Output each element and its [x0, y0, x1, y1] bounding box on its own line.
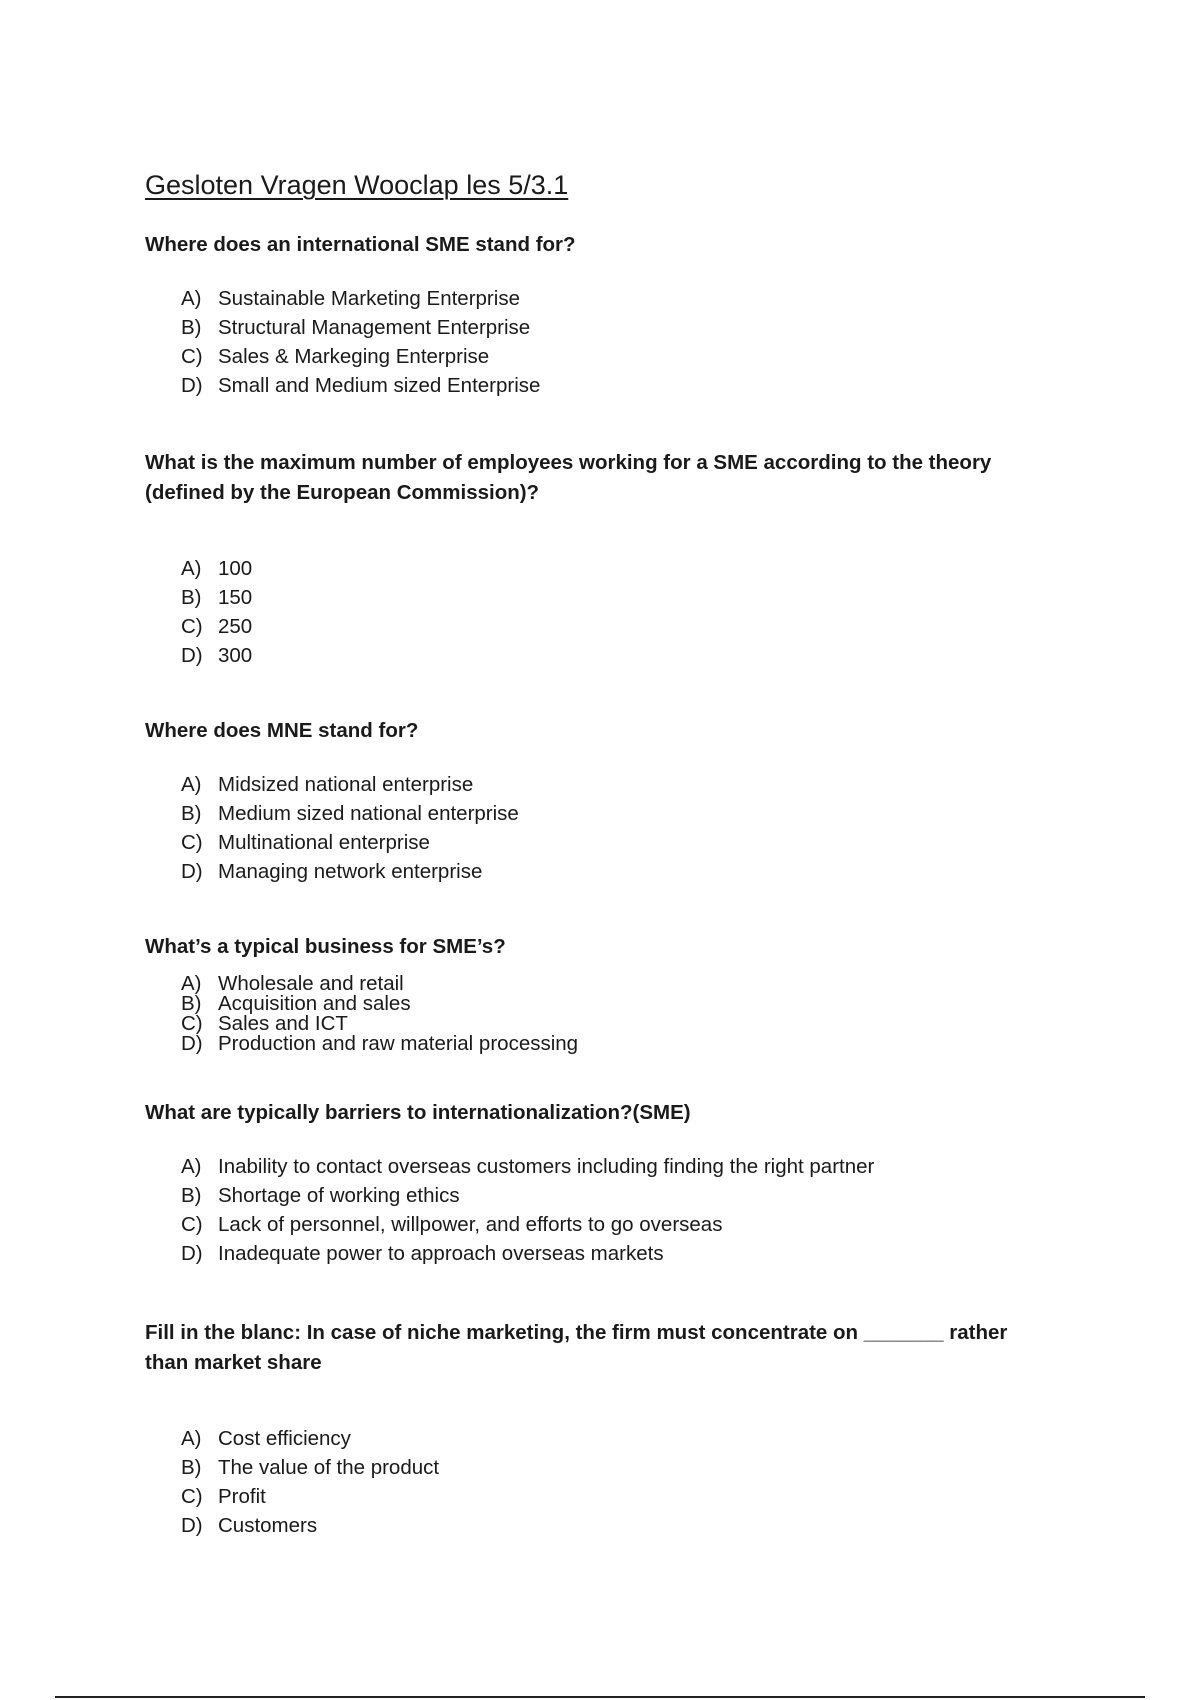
answer-option-a — [181, 284, 1045, 313]
page-title: Gesloten Vragen Wooclap les 5/3.1 — [145, 170, 569, 200]
option-letter: C) — [181, 345, 203, 368]
option-letter: A) — [181, 557, 202, 580]
option-text: Midsized national enterprise — [218, 773, 474, 796]
answer-options — [145, 554, 1045, 670]
answer-option-b — [181, 1181, 1045, 1210]
option-text: Shortage of working ethics — [218, 1184, 460, 1207]
option-text: The value of the product — [218, 1456, 440, 1479]
option-text: Managing network enterprise — [218, 860, 483, 883]
option-letter: B) — [181, 802, 202, 825]
question-text: What are typically barriers to internationalization?(SME) — [145, 1101, 691, 1124]
question-1 — [145, 230, 1045, 400]
answer-option-c — [181, 1014, 1045, 1034]
option-text: Lack of personnel, willpower, and efforts to go overseas — [218, 1213, 723, 1236]
option-text: 250 — [218, 615, 253, 638]
option-text: Sales and ICT — [218, 1012, 348, 1035]
answer-option-a — [181, 770, 1045, 799]
option-letter: B) — [181, 1456, 202, 1479]
option-text: Inadequate power to approach overseas markets — [218, 1242, 664, 1265]
option-letter: B) — [181, 1184, 202, 1207]
question-2 — [145, 448, 1045, 670]
answer-option-d — [181, 371, 1045, 400]
answer-options — [145, 974, 1045, 1054]
option-text: 150 — [218, 586, 253, 609]
option-letter: D) — [181, 1514, 203, 1537]
option-text: Structural Management Enterprise — [218, 316, 531, 339]
answer-options — [145, 1152, 1045, 1268]
answer-option-a — [181, 974, 1045, 994]
answer-option-b — [181, 583, 1045, 612]
answer-option-a — [181, 1152, 1045, 1181]
option-text: Profit — [218, 1485, 266, 1508]
answer-option-b — [181, 994, 1045, 1014]
option-text: Inability to contact overseas customers including finding the right partner — [218, 1155, 875, 1178]
question-text: What is the maximum number of employees working for a SME according to the theory (defined by the European Commission)? — [145, 451, 992, 504]
option-letter: D) — [181, 860, 203, 883]
option-text: Multinational enterprise — [218, 831, 430, 854]
option-letter: D) — [181, 374, 203, 397]
answer-option-c — [181, 1482, 1045, 1511]
option-letter: B) — [181, 992, 202, 1015]
option-text: Sustainable Marketing Enterprise — [218, 287, 520, 310]
question-4 — [145, 932, 1045, 1054]
option-text: Small and Medium sized Enterprise — [218, 374, 541, 397]
question-text: Fill in the blanc: In case of niche marketing, the firm must concentrate on _______ rather than market share — [145, 1321, 1008, 1374]
option-letter: A) — [181, 1427, 202, 1450]
option-letter: C) — [181, 1485, 203, 1508]
answer-option-d — [181, 1034, 1045, 1054]
option-letter: D) — [181, 1032, 203, 1055]
answer-option-a — [181, 554, 1045, 583]
option-letter: C) — [181, 1012, 203, 1035]
answer-options — [145, 770, 1045, 886]
answer-option-c — [181, 612, 1045, 641]
answer-options — [145, 1424, 1045, 1540]
answer-option-c — [181, 1210, 1045, 1239]
option-letter: A) — [181, 287, 202, 310]
question-3 — [145, 716, 1045, 886]
answer-options — [145, 284, 1045, 400]
option-text: Medium sized national enterprise — [218, 802, 519, 825]
answer-option-d — [181, 1511, 1045, 1540]
option-text: Sales & Markeging Enterprise — [218, 345, 490, 368]
question-5 — [145, 1098, 1045, 1268]
option-letter: A) — [181, 1155, 202, 1178]
option-text: 100 — [218, 557, 253, 580]
answer-option-c — [181, 342, 1045, 371]
option-letter: B) — [181, 316, 202, 339]
question-text: What’s a typical business for SME’s? — [145, 935, 506, 958]
question-text: Where does an international SME stand for? — [145, 233, 576, 256]
option-letter: B) — [181, 586, 202, 609]
option-letter: D) — [181, 1242, 203, 1265]
answer-option-d — [181, 641, 1045, 670]
answer-option-b — [181, 313, 1045, 342]
question-6 — [145, 1318, 1045, 1540]
option-letter: A) — [181, 972, 202, 995]
option-letter: C) — [181, 831, 203, 854]
answer-option-a — [181, 1424, 1045, 1453]
option-text: Customers — [218, 1514, 318, 1537]
option-letter: C) — [181, 1213, 203, 1236]
answer-option-d — [181, 857, 1045, 886]
footer-divider — [55, 1696, 1145, 1698]
option-letter: C) — [181, 615, 203, 638]
option-text: Wholesale and retail — [218, 972, 404, 995]
question-text: Where does MNE stand for? — [145, 719, 419, 742]
option-letter: D) — [181, 644, 203, 667]
option-letter: A) — [181, 773, 202, 796]
answer-option-b — [181, 799, 1045, 828]
answer-option-d — [181, 1239, 1045, 1268]
answer-option-b — [181, 1453, 1045, 1482]
option-text: 300 — [218, 644, 253, 667]
option-text: Acquisition and sales — [218, 992, 411, 1015]
answer-option-c — [181, 828, 1045, 857]
option-text: Production and raw material processing — [218, 1032, 579, 1055]
option-text: Cost efficiency — [218, 1427, 351, 1450]
